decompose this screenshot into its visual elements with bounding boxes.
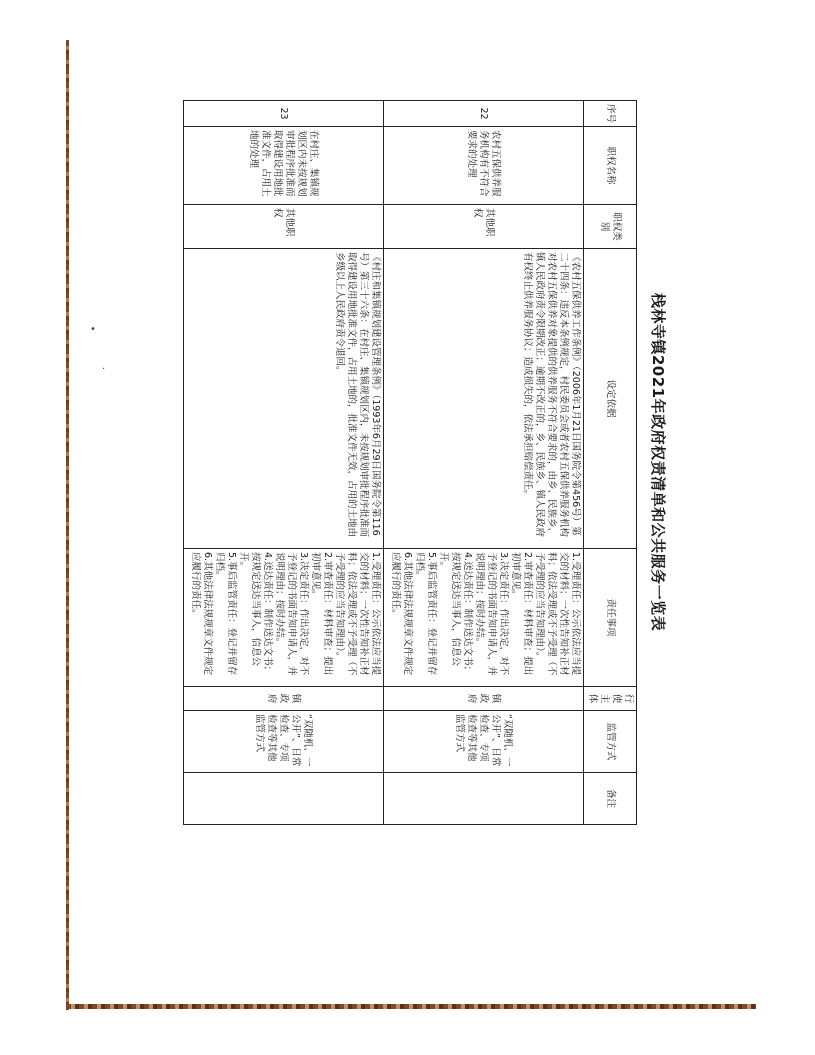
- document-title: 栈林寺镇2021年政府权责清单和公共服务一览表: [649, 292, 667, 632]
- scan-speck: ·: [102, 364, 106, 375]
- table-header-row: [584, 101, 637, 825]
- cell-basis: 《村庄和集镇规划建设管理条例》（1993年6月29日国务院令第116号）第三十六条：在村庄、集镇规划区内，未按规划审批程序批准而取得建设用地批准文件，占用土地的，批准文件无效，占用的土地由乡级以上人民政府责令退回。: [184, 249, 384, 549]
- cell-remark: [184, 773, 384, 825]
- duty-item: 5.事后监管责任：登记并留存归档。: [414, 552, 437, 676]
- duty-item: 5.事后监管责任：登记并留存归档。: [214, 552, 237, 676]
- scan-speck: •: [90, 324, 96, 335]
- cell-basis: 《农村五保供养工作条例》（2006年1月21日国务院令第456号）第二十四条：违反本条例规定，村民委员会或者农村五保供养服务机构对农村五保供养对象提供的供养服务不符合要求的，由乡、民族乡、镇人民政府责令限期改正；逾期不改正的，乡、民族乡、镇人民政府有权终止供养服务协议；造成损失的，依法承担赔偿责任。: [384, 249, 584, 549]
- power-list-table: [183, 100, 637, 825]
- scan-left-edge: [66, 40, 69, 1010]
- duty-item: 3.决定责任：作出决定，对不予登记的书面告知申请人，并说明理由；按时办结。: [274, 552, 309, 676]
- duty-item: 6.其他法律法规规章文件规定应履行的责任。: [190, 552, 213, 676]
- header-basis: 设定依据: [584, 249, 637, 549]
- header-type: 职权类别: [584, 205, 637, 249]
- duty-item: 1.受理责任：公示依法应当提交的材料；一次性告知补正材料；依法受理或不予受理（不予受理的应当告知理由）。: [534, 552, 581, 676]
- cell-subject: 镇政府: [184, 687, 384, 711]
- cell-duty: [184, 549, 384, 687]
- table-row: [184, 101, 384, 825]
- cell-seq: 23: [184, 101, 384, 127]
- cell-seq: 22: [384, 101, 584, 127]
- duty-item: 4.送达责任：制作送达文书；按规定送达当事人，信息公开。: [238, 552, 273, 676]
- cell-duty: [384, 549, 584, 687]
- duty-item: 3.决定责任：作出决定，对不予登记的书面告知申请人，并说明理由；按时办结。: [474, 552, 509, 676]
- duty-item: 6.其他法律法规规章文件规定应履行的责任。: [390, 552, 413, 676]
- duty-item: 4.送达责任：制作送达文书；按规定送达当事人，信息公开。: [438, 552, 473, 676]
- duty-item: 2.审查责任：材料审查；提出初审意见。: [310, 552, 333, 676]
- scan-bottom-edge: [66, 1004, 756, 1009]
- header-name: 职权名称: [584, 127, 637, 205]
- duty-item: 1.受理责任：公示依法应当提交的材料；一次性告知补正材料；依法受理或不予受理（不予受理的应当告知理由）。: [334, 552, 381, 676]
- cell-supervision: “双随机、一公开”、日常检查、专项检查等其他监管方式: [384, 711, 584, 773]
- header-subject: 行使主体: [584, 687, 637, 711]
- duty-item: 2.审查责任：材料审查；提出初审意见。: [510, 552, 533, 676]
- cell-type: 其他职权: [184, 205, 384, 249]
- cell-name: 在村庄、集镇规划区内未按规划审批程序批准而取得建设用地批准文件，占用土地的处理: [184, 127, 384, 205]
- header-seq: 序号: [584, 101, 637, 127]
- header-supervision: 监管方式: [584, 711, 637, 773]
- table-row: [384, 101, 584, 825]
- header-remark: 备注: [584, 773, 637, 825]
- cell-supervision: “双随机、一公开”、日常检查、专项检查等其他监管方式: [184, 711, 384, 773]
- cell-remark: [384, 773, 584, 825]
- cell-subject: 镇政府: [384, 687, 584, 711]
- cell-type: 其他职权: [384, 205, 584, 249]
- cell-name: 农村五保供养服务机构有不符合要求的处理: [384, 127, 584, 205]
- header-duty: 责任事项: [584, 549, 637, 687]
- rotated-document: [190, 100, 675, 824]
